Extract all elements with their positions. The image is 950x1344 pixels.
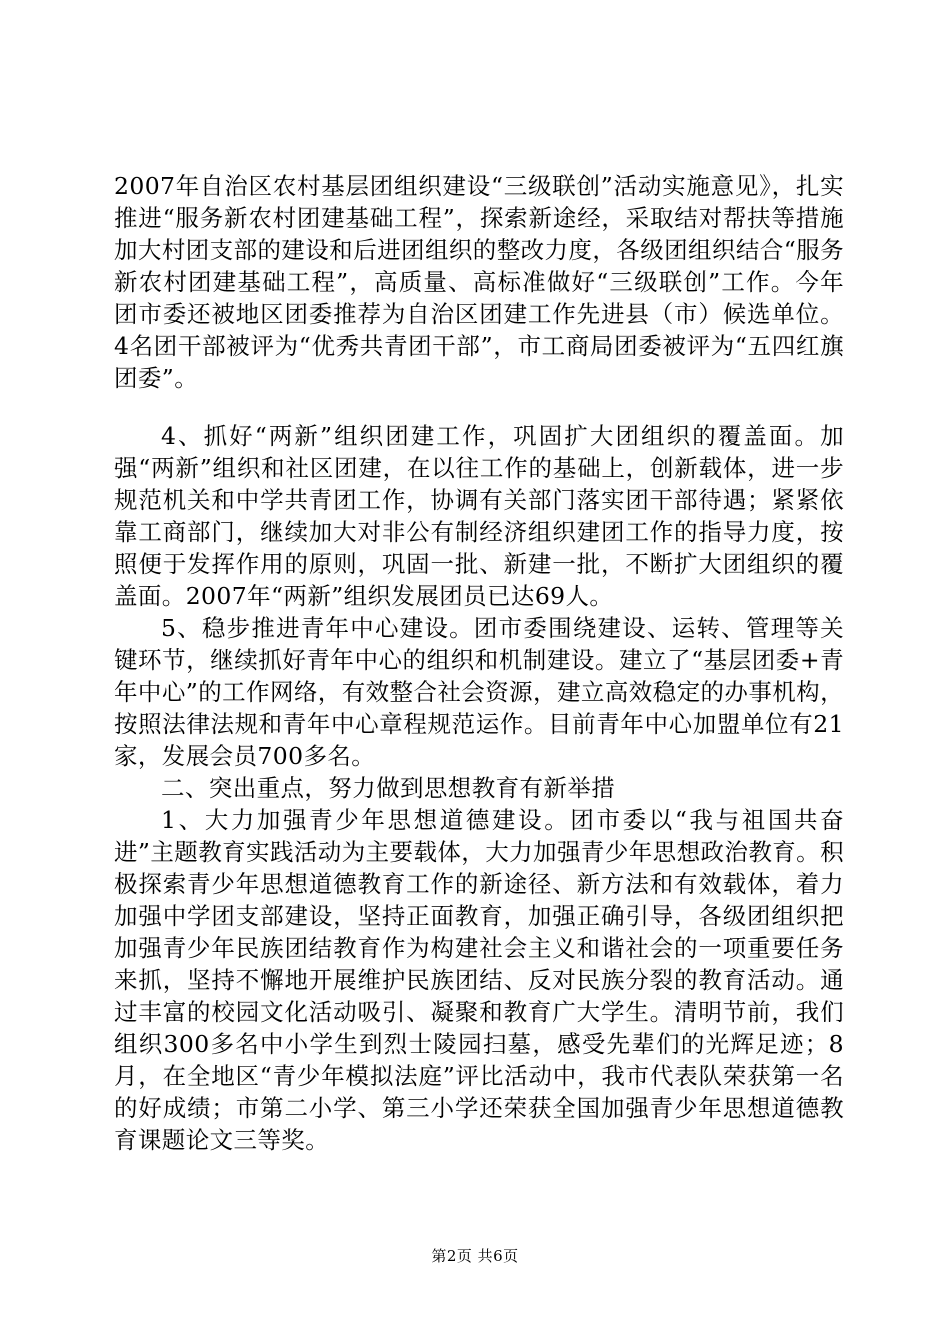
document-body <box>114 170 844 1156</box>
section-heading-2: 二、突出重点，努力做到思想教育有新举措 <box>161 774 616 802</box>
page-footer: 第2页 共6页 <box>431 1247 519 1265</box>
paragraph-item-5: 5、稳步推进青年中心建设。团市委围绕建设、运转、管理等关键环节，继续抓好青年中心的组织和机制建设。建立了“基层团委+青年中心”的工作网络，有效整合社会资源，建立高效稳定的办事机构，按照法律法规和青年中心章程规范运作。目前青年中心加盟单位有21家，发展会员700多名。 <box>114 614 844 770</box>
paragraph-section-2-item-1: 1、大力加强青少年思想道德建设。团市委以“我与祖国共奋进”主题教育实践活动为主要载体，大力加强青少年思想政治教育。积极探索青少年思想道德教育工作的新途径、新方法和有效载体，着力加强中学团支部建设，坚持正面教育，加强正确引导，各级团组织把加强青少年民族团结教育作为构建社会主义和谐社会的一项重要任务来抓，坚持不懈地开展维护民族团结、反对民族分裂的教育活动。通过丰富的校园文化活动吸引、凝聚和教育广大学生。清明节前，我们组织300多名中小学生到烈士陵园扫墓，感受先辈们的光辉足迹；8月，在全地区“青少年模拟法庭”评比活动中，我市代表队荣获第一名的好成绩；市第二小学、第三小学还荣获全国加强青少年思想道德教育课题论文三等奖。 <box>114 806 844 1154</box>
paragraph-continuation: 2007年自治区农村基层团组织建设“三级联创”活动实施意见》，扎实推进“服务新农村团建基础工程”，探索新途经，采取结对帮扶等措施加大村团支部的建设和后进团组织的整改力度，各级团组织结合“服务新农村团建基础工程”，高质量、高标准做好“三级联创”工作。今年团市委还被地区团委推荐为自治区团建工作先进县（市）候选单位。4名团干部被评为“优秀共青团干部”，市工商局团委被评为“五四红旗团委”。 <box>114 172 844 392</box>
paragraph-item-4: 4、抓好“两新”组织团建工作，巩固扩大团组织的覆盖面。加强“两新”组织和社区团建，在以往工作的基础上，创新载体，进一步规范机关和中学共青团工作，协调有关部门落实团干部待遇；紧紧依靠工商部门，继续加大对非公有制经济组织建团工作的指导力度，按照便于发挥作用的原则，巩固一批、新建一批，不断扩大团组织的覆盖面。2007年“两新”组织发展团员已达69人。 <box>114 422 844 610</box>
